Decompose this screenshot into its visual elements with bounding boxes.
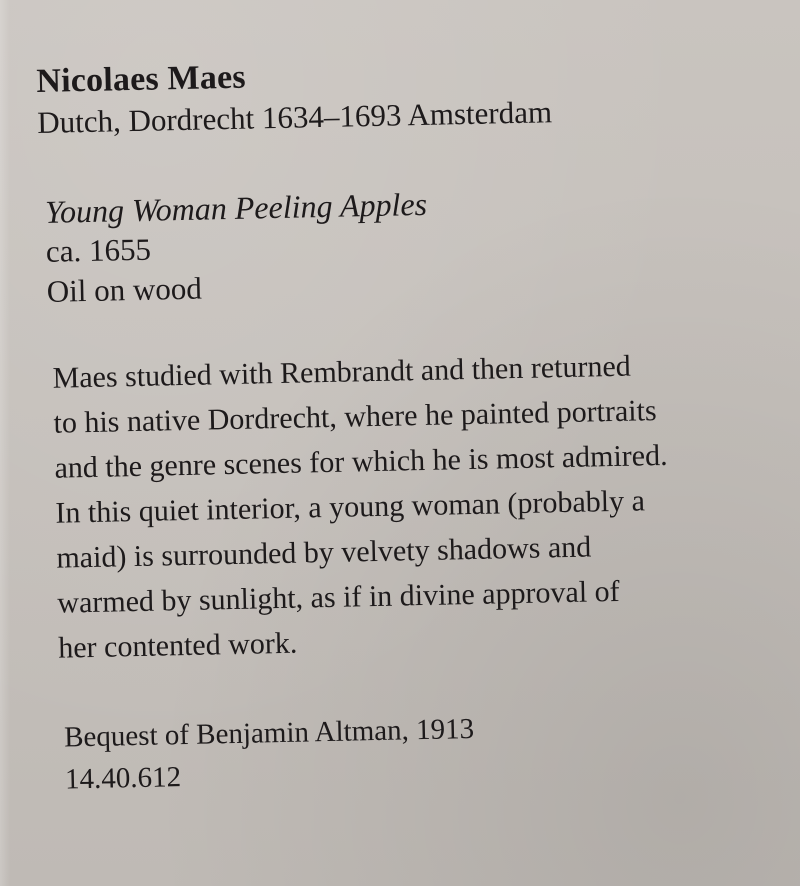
credit-line: Bequest of Benjamin Altman, 1913 [63,712,475,754]
description-line: maid) is surrounded by velvety shadows and [56,530,592,575]
description-line: to his native Dordrecht, where he painted portraits [53,394,657,440]
label-content [36,47,771,801]
description-line: and the genre scenes for which he is most admired. [54,438,668,485]
artist-name: Nicolaes Maes [36,58,247,100]
description-line: In this quiet interior, a young woman (probably a [55,484,646,530]
card-edge-highlight [0,0,10,886]
artwork-title: Young Woman Peeling Apples [44,185,428,230]
artwork-date: ca. 1655 [45,231,152,269]
artist-nationality-dates: Dutch, Dordrecht 1634–1693 Amsterdam [36,94,553,140]
description-line: Maes studied with Rembrandt and then returned [52,349,632,395]
artwork-medium: Oil on wood [46,270,203,309]
artwork-description [52,341,738,670]
description-line: her contented work. [57,626,298,665]
description-line: warmed by sunlight, as if in divine approval of [56,574,620,620]
accession-number: 14.40.612 [64,761,182,796]
